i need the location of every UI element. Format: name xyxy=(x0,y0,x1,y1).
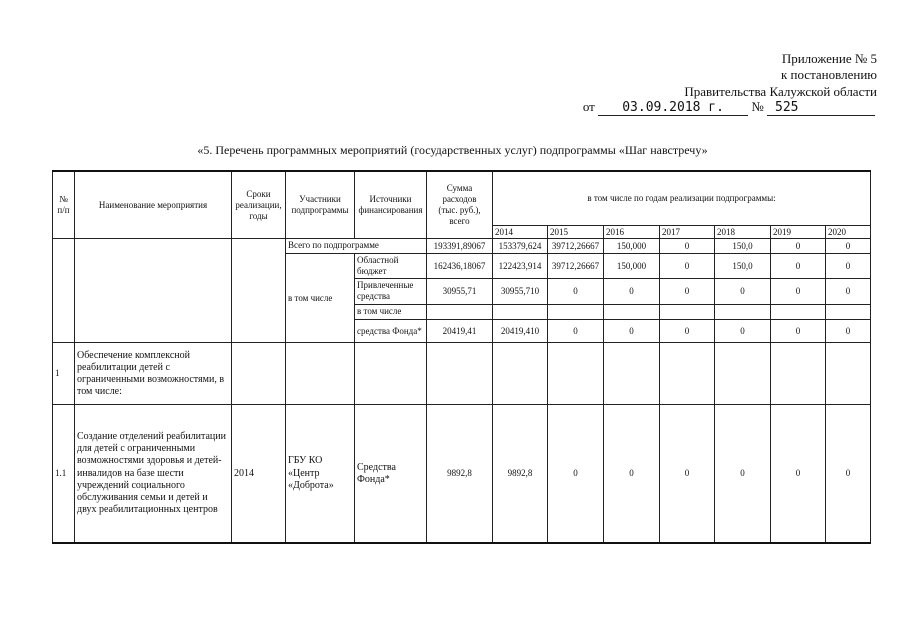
number-prefix: № xyxy=(751,99,764,114)
cell: 0 xyxy=(771,320,826,343)
cell: 0 xyxy=(604,405,660,543)
cell: 20419,410 xyxy=(493,320,548,343)
cell: 39712,26667 xyxy=(548,254,604,279)
cell: 150,000 xyxy=(604,254,660,279)
attracted-label: Привлеченные средства xyxy=(355,279,427,305)
row11-source: Средства Фонда* xyxy=(355,405,427,543)
row1-num: 1 xyxy=(53,343,75,405)
cell: 0 xyxy=(826,320,871,343)
row11-participant: ГБУ КО «Центр «Доброта» xyxy=(286,405,355,543)
incl2-label: в том числе xyxy=(355,305,427,320)
cell: 0 xyxy=(660,254,715,279)
regional-label: Областной бюджет xyxy=(355,254,427,279)
number-value: 525 xyxy=(767,100,875,116)
document-title: «5. Перечень программных мероприятий (государственных услуг) подпрограммы «Шаг навстречу» xyxy=(197,143,708,157)
cell: 9892,8 xyxy=(493,405,548,543)
cell: 0 xyxy=(826,405,871,543)
cell: 0 xyxy=(826,239,871,254)
cell: 0 xyxy=(771,239,826,254)
year-2014: 2014 xyxy=(493,225,548,239)
cell: 20419,41 xyxy=(427,320,493,343)
cell: 0 xyxy=(826,254,871,279)
row1-name: Обеспечение комплексной реабилитации детей с ограниченными возможностями, в том числе: xyxy=(75,343,232,405)
cell: 0 xyxy=(771,254,826,279)
resolution-label: к постановлению xyxy=(780,67,877,82)
row11-name: Создание отделений реабилитации для детей с ограниченными возможностями здоровья и детей-инвалидов на базе шести учреждений социального обслуживания семьи и детей и двух реабилитационных центров xyxy=(75,405,232,543)
appendix-label: Приложение № 5 xyxy=(781,51,877,66)
year-2017: 2017 xyxy=(660,225,715,239)
header-sum-top: Сумма расходов xyxy=(442,183,477,205)
header-name: Наименование мероприятия xyxy=(75,171,232,239)
row11-num: 1.1 xyxy=(53,405,75,543)
cell: 0 xyxy=(660,320,715,343)
cell: 0 xyxy=(660,405,715,543)
year-2015: 2015 xyxy=(548,225,604,239)
measures-table xyxy=(52,170,871,544)
row-1-1 xyxy=(53,405,871,543)
header-row xyxy=(53,171,871,225)
government-label: Правительства Калужской области xyxy=(684,84,877,99)
date-prefix: от xyxy=(582,99,595,114)
year-2018: 2018 xyxy=(715,225,771,239)
cell: 0 xyxy=(771,279,826,305)
header-sources: Источники финансирования xyxy=(355,171,427,239)
header-sum xyxy=(427,171,493,239)
cell: 0 xyxy=(771,405,826,543)
cell: 0 xyxy=(660,279,715,305)
header-years-group: в том числе по годам реализации подпрограммы: xyxy=(493,171,871,225)
fund-label: средства Фонда* xyxy=(355,320,427,343)
header-participants: Участники подпрограммы xyxy=(286,171,355,239)
header-terms: Сроки реализации, годы xyxy=(232,171,286,239)
year-2020: 2020 xyxy=(826,225,871,239)
cell: 0 xyxy=(548,279,604,305)
cell: 0 xyxy=(715,405,771,543)
cell: 30955,710 xyxy=(493,279,548,305)
year-2016: 2016 xyxy=(604,225,660,239)
cell: 0 xyxy=(715,279,771,305)
cell: 0 xyxy=(604,279,660,305)
header-num: № п/п xyxy=(53,171,75,239)
cell: 0 xyxy=(660,239,715,254)
cell: 0 xyxy=(826,279,871,305)
date-number-line xyxy=(583,99,875,116)
year-2019: 2019 xyxy=(771,225,826,239)
cell: 39712,26667 xyxy=(548,239,604,254)
total-row xyxy=(53,239,871,254)
cell: 0 xyxy=(548,320,604,343)
cell: 9892,8 xyxy=(427,405,493,543)
cell: 150,000 xyxy=(604,239,660,254)
cell: 153379,624 xyxy=(493,239,548,254)
date-value: 03.09.2018 г. xyxy=(598,100,748,116)
cell: 0 xyxy=(715,320,771,343)
cell: 162436,18067 xyxy=(427,254,493,279)
header-sum-bottom: (тыс. руб.), всего xyxy=(438,205,481,227)
cell: 150,0 xyxy=(715,254,771,279)
cell: 0 xyxy=(548,405,604,543)
row11-term: 2014 xyxy=(232,405,286,543)
cell: 30955,71 xyxy=(427,279,493,305)
row-1 xyxy=(53,343,871,405)
cell: 0 xyxy=(604,320,660,343)
cell: 193391,89067 xyxy=(427,239,493,254)
total-label: Всего по подпрограмме xyxy=(286,239,427,254)
incl-label: в том числе xyxy=(286,254,355,343)
cell: 122423,914 xyxy=(493,254,548,279)
cell: 150,0 xyxy=(715,239,771,254)
